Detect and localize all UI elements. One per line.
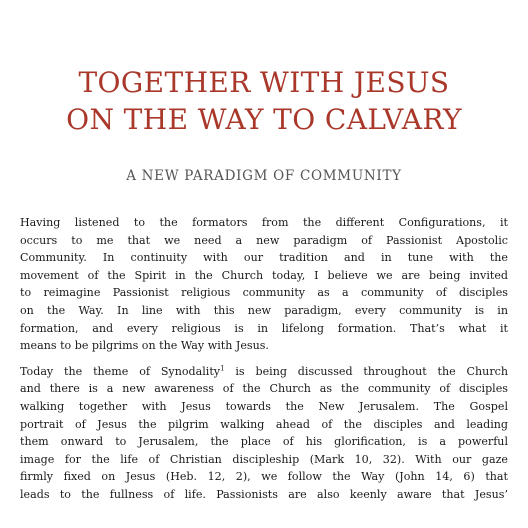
text-line: Community. In continuity with our tradition and in tune with the bbox=[20, 251, 508, 265]
text-line: to reimagine Passionist religious community as a community of disciples bbox=[20, 286, 508, 300]
text-line: portrait of Jesus the pilgrim walking ahead of the disciples and leading bbox=[20, 417, 508, 431]
title-line-1: TOGETHER WITH JESUS bbox=[78, 66, 450, 99]
text-line: means to be pilgrims on the Way with Jesus. bbox=[20, 339, 269, 353]
body-text bbox=[20, 214, 508, 512]
text-line: occurs to me that we need a new paradigm of Passionist Apostolic bbox=[20, 233, 508, 247]
title-line-2: ON THE WAY TO CALVARY bbox=[66, 103, 462, 136]
text-line: leads to the fullness of life. Passionists are also keenly aware that Jesus’ bbox=[20, 487, 508, 501]
text-line: Having listened to the formators from the different Configurations, it bbox=[20, 216, 508, 229]
text-line: firmly fixed on Jesus (Heb. 12, 2), we follow the Way (John 14, 6) that bbox=[20, 470, 508, 484]
paragraph-2 bbox=[20, 363, 508, 504]
document-title bbox=[0, 64, 528, 138]
document-subtitle: A NEW PARADIGM OF COMMUNITY bbox=[126, 168, 402, 184]
paragraph-1 bbox=[20, 214, 508, 355]
text-run: is being discussed throughout the Church bbox=[224, 364, 508, 378]
text-line: walking together with Jesus towards the New Jerusalem. The Gospel bbox=[20, 399, 508, 413]
text-run: Today the theme of Synodality bbox=[20, 364, 221, 378]
text-line: movement of the Spirit in the Church today, I believe we are being invited bbox=[20, 268, 508, 282]
text-line: image for the life of Christian discipleship (Mark 10, 32). With our gaze bbox=[20, 452, 508, 466]
text-line: on the Way. In line with this new paradigm, every community is in bbox=[20, 303, 508, 317]
text-line bbox=[20, 363, 508, 381]
text-line: and there is a new awareness of the Church as the community of disciples bbox=[20, 382, 508, 396]
text-line: them onward to Jerusalem, the place of his glorification, is a powerful bbox=[20, 435, 508, 449]
footnote-marker[interactable]: 1 bbox=[220, 364, 225, 373]
text-line: formation, and every religious is in lifelong formation. That’s what it bbox=[20, 321, 508, 335]
